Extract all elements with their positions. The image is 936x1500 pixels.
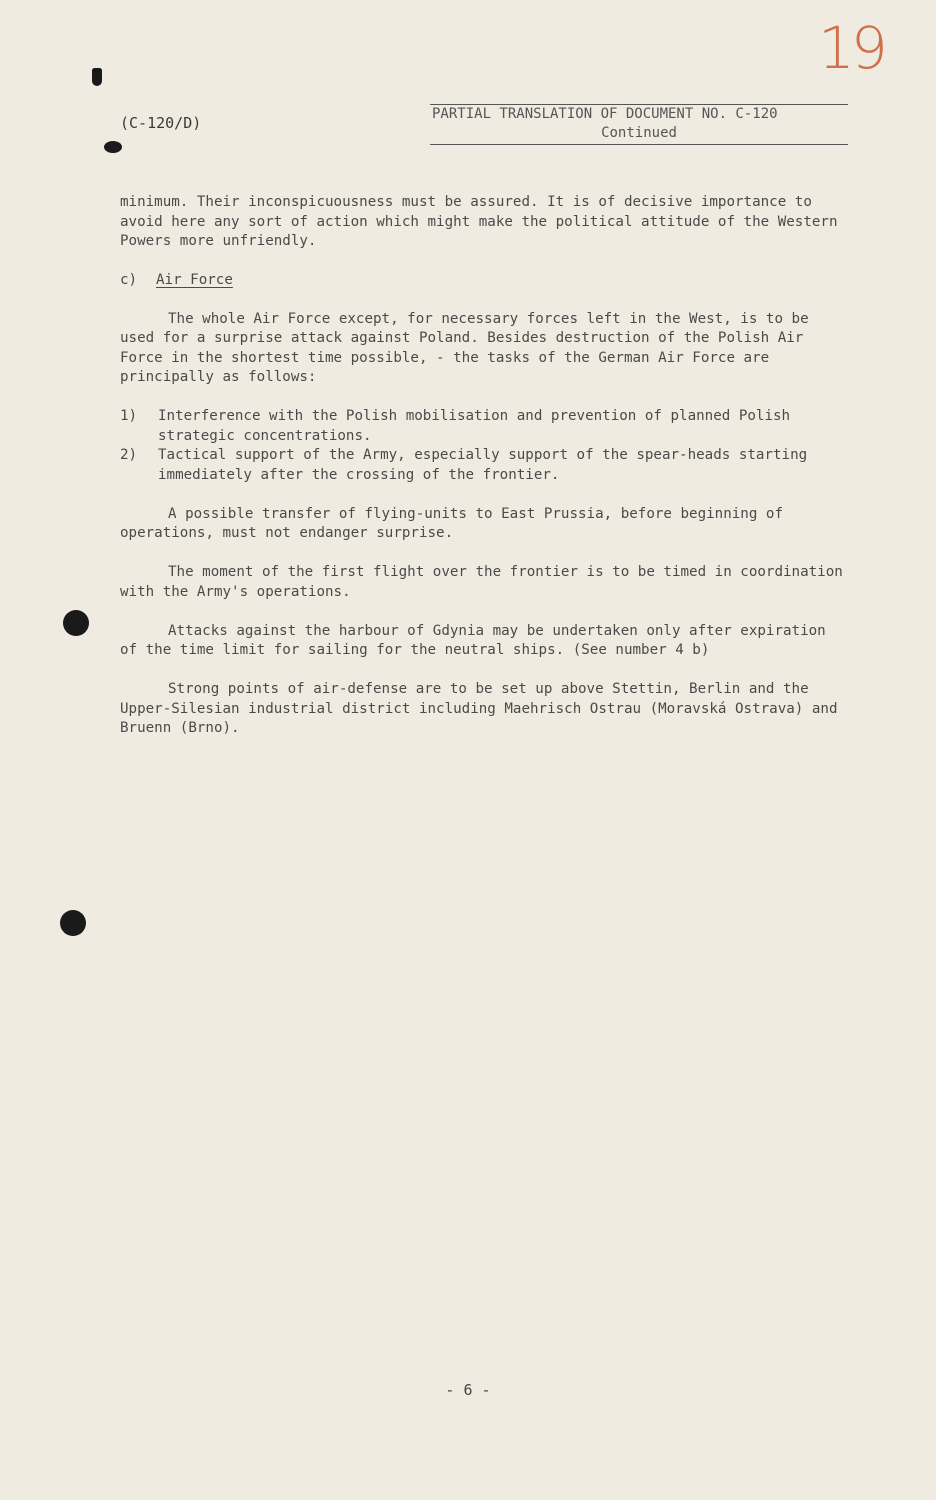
- paragraph: The moment of the first flight over the frontier is to be timed in coordination with the Army's operations.: [120, 564, 843, 600]
- paragraph: Strong points of air-defense are to be set up above Stettin, Berlin and the Upper-Silesian industrial district including Maehrisch Ostrau (Moravská Ostrava) and Bruenn (Brno).: [120, 681, 838, 736]
- document-body: [120, 193, 850, 739]
- paragraph: The whole Air Force except, for necessary forces left in the West, is to be used for a surprise attack against Poland. Besides destruction of the Polish Air Force in the shortest time possible, - the tasks of the German Air Force are principally as follows:: [120, 310, 809, 385]
- header-rule-bottom: [430, 144, 848, 145]
- list-item-number: 1): [120, 408, 138, 424]
- punch-mark: [92, 68, 102, 86]
- hole-punch: [60, 910, 86, 936]
- header-subtitle: Continued: [601, 125, 677, 141]
- paragraph: A possible transfer of flying-units to East Prussia, before beginning of operations, must not endanger surprise.: [120, 505, 783, 541]
- hole-punch: [63, 610, 89, 636]
- document-header: [430, 104, 848, 145]
- handwritten-page-number: 19: [818, 14, 884, 82]
- header-title: PARTIAL TRANSLATION OF DOCUMENT NO. C-120: [432, 106, 778, 122]
- list-item-number: 2): [120, 447, 138, 463]
- list-item: [120, 446, 850, 485]
- list-item: [120, 407, 850, 446]
- paragraph: minimum. Their inconspicuousness must be assured. It is of decisive importance to avoid here any sort of action which might make the political attitude of the Western Powers more unfriendly.: [120, 194, 838, 249]
- list-item-text: Tactical support of the Army, especially support of the spear-heads starting immediately after the crossing of the frontier.: [158, 447, 808, 483]
- list-item-text: Interference with the Polish mobilisation and prevention of planned Polish strategic concentrations.: [158, 408, 791, 444]
- section-title: Air Force: [156, 271, 233, 288]
- paragraph: Attacks against the harbour of Gdynia may be undertaken only after expiration of the time limit for sailing for the neutral ships. (See number 4 b): [120, 622, 826, 658]
- punch-mark: [104, 141, 122, 153]
- document-id: (C-120/D): [120, 114, 202, 132]
- page-footer-number: - 6 -: [445, 1381, 491, 1399]
- section-label: c): [120, 271, 138, 288]
- section-heading: [120, 271, 850, 291]
